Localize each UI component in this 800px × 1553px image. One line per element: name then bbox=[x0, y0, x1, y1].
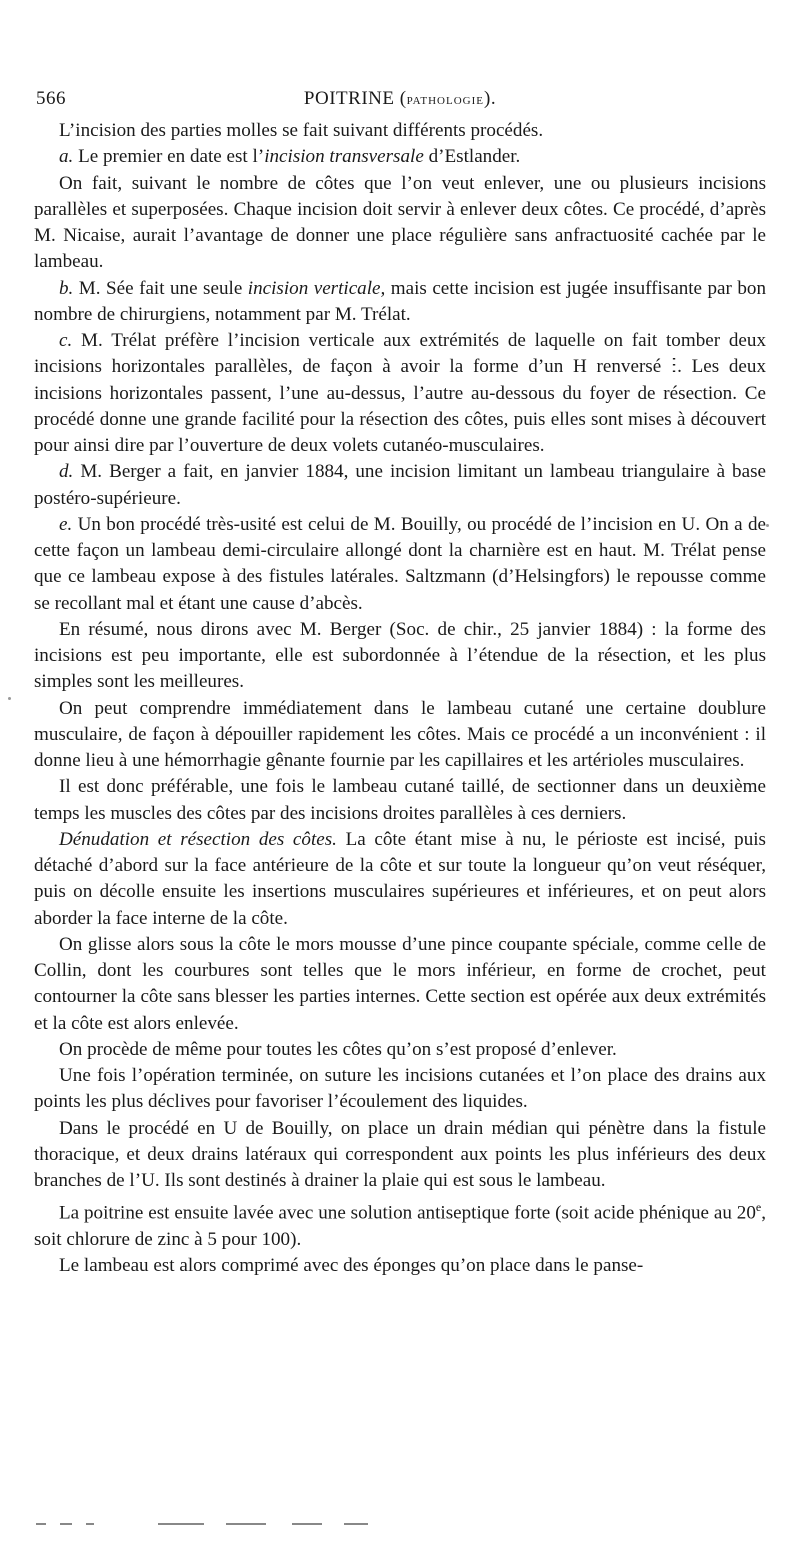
scan-mark bbox=[60, 1523, 72, 1525]
paragraph-text: M. Sée fait une seule bbox=[73, 277, 248, 299]
paragraph-second-stage: Il est donc préférable, une fois le lambeau cutané taillé, de sectionner dans un deuxième temps les muscles des côtes par des incisions droites parallèles à ces derniers. bbox=[34, 776, 766, 824]
scan-speck bbox=[8, 697, 11, 700]
term-incision-verticale: incision verticale, bbox=[247, 277, 386, 299]
paragraph-procedure-a bbox=[34, 144, 766, 170]
scan-mark bbox=[292, 1523, 322, 1525]
item-label-e: e. bbox=[59, 513, 73, 535]
running-head bbox=[34, 88, 766, 118]
paragraph-text: M. Trélat préfère l’incision verticale aux extrémités de laquelle on fait tomber deux incisions horizontales parallèles, de façon à avoir la forme d’un H renversé ⵗ. Les deux incisions horizontales passent, l’une au-dessus, l’autre au-dessous du foyer de résection. Ce procédé donne une grande facilité pour la résection des côtes, puis elles sont mises à découvert pour ainsi dire par l’ouverture de deux volets cutanéo-musculaires. bbox=[34, 330, 766, 456]
book-page bbox=[34, 88, 766, 1279]
scan-mark bbox=[158, 1523, 204, 1525]
item-label-b: b. bbox=[59, 277, 74, 299]
paragraph-text: Le premier en date est l’ bbox=[73, 146, 265, 168]
running-title bbox=[34, 88, 766, 110]
paragraph-parallel-incisions: On fait, suivant le nombre de côtes que l’on veut enlever, une ou plusieurs incisions parallèles et superposées. Chaque incision doit servir à enlever deux côtes. Ce procédé, d’après M. Nicaise, aurait l’avantage de donner une place régulière sans anfractuosité cachée par le lambeau. bbox=[34, 172, 766, 273]
body-text bbox=[34, 118, 766, 1279]
running-title-section: pathologie bbox=[406, 92, 484, 108]
scan-speck bbox=[766, 524, 769, 527]
paragraph-forceps: On glisse alors sous la côte le mors mousse d’une pince coupante spéciale, comme celle de Collin, dont les courbures sont telles que le mors inférieur, en forme de crochet, peut contourner la côte sans blesser les parties internes. Cette section est opérée aux deux extrémités et la côte est alors enlevée. bbox=[34, 933, 766, 1034]
paragraph-text: mais cette incision est jugée insuffisante par bon nombre de chirurgiens, notamment par M. Trélat. bbox=[34, 277, 767, 325]
paragraph-text: M. Berger a fait, en janvier 1884, une incision limitant un lambeau triangulaire à base postéro-supérieure. bbox=[34, 461, 766, 509]
paragraph-drains: Dans le procédé en U de Bouilly, on place un drain médian qui pénètre dans la fistule thoracique, et deux drains latéraux qui correspondent aux points les plus inférieurs des deux branches de l’U. Ils sont destinés à drainer la plaie qui est sous le lambeau. bbox=[34, 1117, 766, 1191]
paragraph-procedure-b bbox=[34, 276, 766, 329]
superscript-degree: e bbox=[755, 1200, 762, 1215]
paragraph-denudation bbox=[34, 827, 766, 932]
paragraph-repeat: On procède de même pour toutes les côtes qu’on s’est proposé d’enlever. bbox=[59, 1038, 617, 1060]
paragraph-text: Un bon procédé très-usité est celui de M. Bouilly, ou procédé de l’incision en U. On a de cette façon un lambeau demi-circulaire allongé dont la charnière est en haut. M. Trélat pense que ce lambeau expose à des fistules latérales. Saltzmann (d’Helsingfors) le repousse comme se recollant mal et étant une cause d’abcès. bbox=[34, 513, 766, 614]
page-number: 566 bbox=[36, 88, 66, 109]
paragraph-intro: L’incision des parties molles se fait suivant différents procédés. bbox=[59, 120, 544, 141]
paragraph-text: La poitrine est ensuite lavée avec une solution antiseptique forte (soit acide phénique au 20 bbox=[59, 1202, 756, 1224]
item-label-c: c. bbox=[59, 330, 73, 351]
item-label-d: d. bbox=[59, 461, 74, 483]
scan-mark bbox=[36, 1523, 46, 1525]
section-heading-denudation: Dénudation et résection des côtes. bbox=[59, 828, 337, 850]
running-title-paren-close: ). bbox=[484, 88, 497, 109]
paragraph-text: , soit chlorure de zinc à 5 pour 100). bbox=[34, 1202, 766, 1250]
paragraph-muscular-lining: On peut comprendre immédiatement dans le lambeau cutané une certaine doublure musculaire, de façon à dépouiller rapidement les côtes. Mais ce procédé a un inconvénient : il donne lieu à une hémorrhagie gênante fournie par les capillaires et les artérioles musculaires. bbox=[34, 697, 766, 771]
paragraph-sutures: Une fois l’opération terminée, on suture les incisions cutanées et l’on place des drains aux points les plus déclives pour favoriser l’écoulement des liquides. bbox=[34, 1065, 766, 1113]
paragraph-washing bbox=[34, 1194, 766, 1253]
scan-mark bbox=[86, 1523, 94, 1525]
term-incision-transversale: incision transversale bbox=[264, 146, 424, 168]
scan-bleed-through bbox=[36, 1523, 396, 1527]
paragraph-compression: Le lambeau est alors comprimé avec des éponges qu’on place dans le panse- bbox=[59, 1255, 644, 1277]
running-title-main: POITRINE bbox=[303, 88, 395, 109]
paragraph-text: La côte étant mise à nu, le périoste est incisé, puis détaché d’abord sur la face antérieure de la côte et sur toute la longueur qu’on veut réséquer, puis on décolle ensuite les insertions musculaires supérieures et inférieures, et on peut alors aborder la face interne de la côte. bbox=[34, 828, 766, 929]
running-title-paren-open: ( bbox=[394, 88, 407, 109]
paragraph-procedure-c bbox=[34, 328, 766, 459]
scan-mark bbox=[226, 1523, 266, 1525]
paragraph-procedure-e bbox=[34, 512, 766, 617]
paragraph-summary: En résumé, nous dirons avec M. Berger (Soc. de chir., 25 janvier 1884) : la forme des incisions est peu importante, elle est subordonnée à l’étendue de la résection, et les plus simples sont les meilleures. bbox=[34, 618, 766, 693]
paragraph-procedure-d bbox=[34, 459, 766, 512]
item-label-a: a. bbox=[59, 146, 74, 168]
scan-mark bbox=[344, 1523, 368, 1525]
paragraph-text: d’Estlander. bbox=[423, 146, 521, 168]
